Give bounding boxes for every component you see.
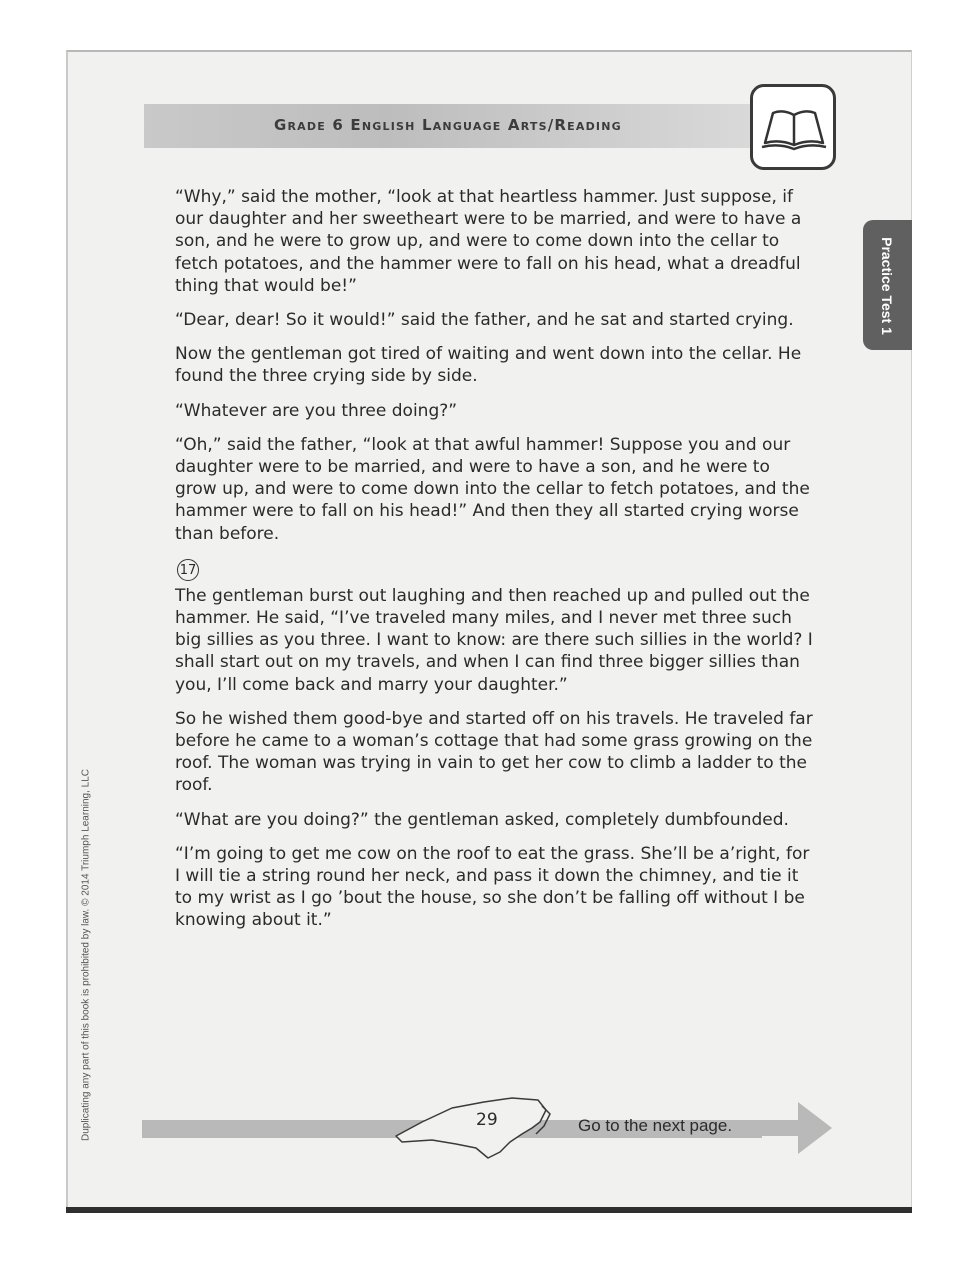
practice-test-tab [863,220,912,350]
next-page-label: Go to the next page. [578,1116,733,1135]
story-paragraphs-after [175,585,815,932]
practice-test-tab-label: Practice Test 1 [879,237,895,335]
open-book-icon [750,84,836,170]
story-paragraph: So he wished them good-bye and started off on his travels. He traveled far before he came to a woman’s cottage that had some grass growing on the roof. The woman was trying in vain to get her cow to climb a ladder to the roof. [175,708,813,796]
story-paragraph: “Whatever are you three doing?” [175,400,458,421]
paragraph-number-marker [175,557,815,585]
story-paragraph: The gentleman burst out laughing and then reached up and pulled out the hammer. He said, “I’ve traveled many miles, and I never met three such big sillies as you three. I want to know: are there such sillies in the world? I shall start out on my travels, and when I can find three bigger sillies than you, I’ll come back and marry your daughter.” [175,585,813,695]
page-header-title: Grade 6 English Language Arts/Reading [274,116,622,134]
page-bottom-edge [66,1207,912,1213]
story-paragraph: “Why,” said the mother, “look at that heartless hammer. Just suppose, if our daughter and her sweetheart were to be married, and were to have a son, and he were to grow up, and were to come down into the cellar to fetch potatoes, and the hammer were to fall on his head, what a dreadful thing that would be!” [175,187,802,296]
story-paragraph: Now the gentleman got tired of waiting and went down into the cellar. He found the three crying side by side. [175,344,802,387]
arrow-right-icon [760,1102,832,1154]
story-paragraph: “Oh,” said the father, “look at that awful hammer! Suppose you and our daughter were to be married, and were to have a son, and he were to grow up, and were to come down into the cellar to fetch potatoes, and the hammer were to fall on his head!” And then they all started crying worse than before. [175,434,810,544]
story-paragraph: “Dear, dear! So it would!” said the father, and he sat and started crying. [175,310,794,331]
page-number: 29 [476,1110,498,1130]
story-paragraphs-before [175,186,815,545]
story-paragraph: “I’m going to get me cow on the roof to eat the grass. She’ll be a’right, for I will tie a string round her neck, and pass it down the chimney, and tie it to my wrist as I go ’bout the house, so she don’t be falling off without I be knowing about it.” [175,843,810,931]
copyright-notice: Duplicating any part of this book is prohibited by law. © 2014 Triumph Learning, LLC [80,768,92,1142]
story-text [175,186,815,944]
paragraph-number: 17 [177,559,199,581]
story-paragraph: “What are you doing?” the gentleman asked, completely dumbfounded. [175,809,789,830]
